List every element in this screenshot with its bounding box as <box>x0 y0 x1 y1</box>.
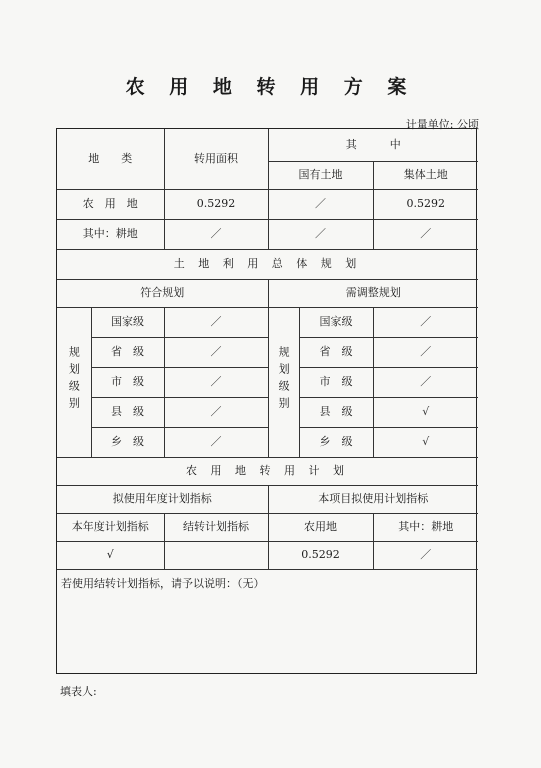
page-title: 农 用 地 转 用 方 案 <box>125 76 416 98</box>
level-name: 国家级 <box>299 307 373 337</box>
level-conform: ／ <box>164 307 268 337</box>
table-row <box>57 427 478 457</box>
intended-index: 拟使用年度计划指标 <box>57 485 268 513</box>
filler-label: 填表人: <box>60 685 97 698</box>
table-row <box>57 337 478 367</box>
level-name: 市 级 <box>299 367 373 397</box>
table-row <box>57 219 478 249</box>
table-row <box>57 367 478 397</box>
level-conform: ／ <box>164 427 268 457</box>
level-adjust: √ <box>373 397 478 427</box>
level-adjust: √ <box>373 427 478 457</box>
table-row <box>57 541 478 569</box>
header-among: 其 中 <box>268 129 478 161</box>
level-label-right: 规划级别 <box>268 307 299 457</box>
farmland-header: 农用地 <box>268 513 373 541</box>
annual-value: √ <box>57 541 164 569</box>
level-label-left: 规划级别 <box>57 307 91 457</box>
adjust-title: 需调整规划 <box>268 279 478 307</box>
form-table-box <box>56 128 477 674</box>
header-land-type: 地 类 <box>57 129 164 189</box>
level-adjust: ／ <box>373 337 478 367</box>
plan-section-title: 农 用 地 转 用 计 划 <box>57 457 478 485</box>
table-row <box>57 189 478 219</box>
header-state-land: 国有土地 <box>268 161 373 189</box>
row-label: 其中：耕地 <box>57 219 164 249</box>
header-area: 转用面积 <box>164 129 268 189</box>
row-collective: 0.5292 <box>373 189 478 219</box>
planning-section-title: 土 地 利 用 总 体 规 划 <box>57 249 478 279</box>
project-index: 本项目拟使用计划指标 <box>268 485 478 513</box>
level-name: 国家级 <box>91 307 164 337</box>
row-state: ／ <box>268 189 373 219</box>
conform-title: 符合规划 <box>57 279 268 307</box>
level-name: 乡 级 <box>91 427 164 457</box>
carryover-value <box>164 541 268 569</box>
level-name: 省 级 <box>299 337 373 367</box>
header-collective-land: 集体土地 <box>373 161 478 189</box>
level-name: 县 级 <box>91 397 164 427</box>
level-adjust: ／ <box>373 307 478 337</box>
conversion-table <box>57 129 478 570</box>
carryover-note: 若使用结转计划指标，请予以说明：（无） <box>61 577 265 590</box>
farmland-value: 0.5292 <box>268 541 373 569</box>
level-name: 县 级 <box>299 397 373 427</box>
unit-label: 计量单位: 公顷 <box>405 118 479 131</box>
annual-index: 本年度计划指标 <box>57 513 164 541</box>
row-label: 农 用 地 <box>57 189 164 219</box>
carryover-index: 结转计划指标 <box>164 513 268 541</box>
level-name: 市 级 <box>91 367 164 397</box>
level-conform: ／ <box>164 337 268 367</box>
cultivated-value: ／ <box>373 541 478 569</box>
level-adjust: ／ <box>373 367 478 397</box>
level-name: 省 级 <box>91 337 164 367</box>
cultivated-header: 其中：耕地 <box>373 513 478 541</box>
level-conform: ／ <box>164 367 268 397</box>
row-state: ／ <box>268 219 373 249</box>
table-row <box>57 397 478 427</box>
row-area: 0.5292 <box>164 189 268 219</box>
row-area: ／ <box>164 219 268 249</box>
level-conform: ／ <box>164 397 268 427</box>
level-name: 乡 级 <box>299 427 373 457</box>
table-row <box>57 307 478 337</box>
row-collective: ／ <box>373 219 478 249</box>
